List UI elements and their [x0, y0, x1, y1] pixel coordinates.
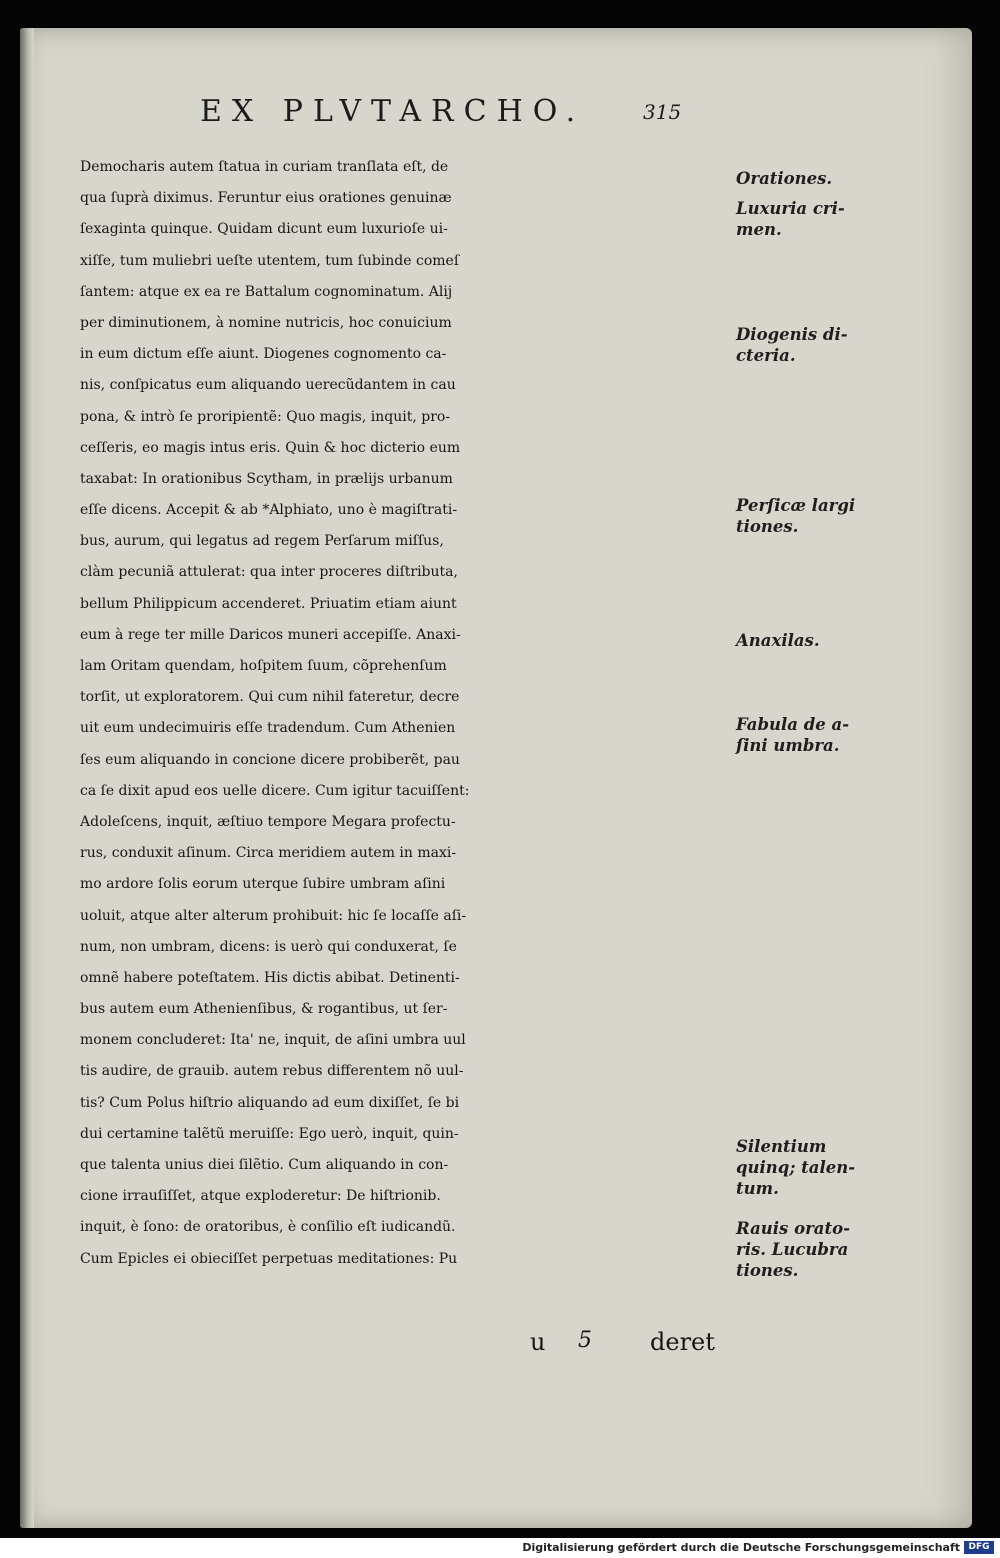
- margin-note: [736, 324, 848, 366]
- text-line: rus, conduxit aſinum. Circa meridiem autem in maxi-: [80, 845, 457, 862]
- text-line: ſexaginta quinque. Quidam dicunt eum luxurioſe ui-: [80, 221, 448, 238]
- text-line: ſes eum aliquando in concione dicere probiberẽt, pau: [80, 751, 460, 768]
- margin-note-line: men.: [736, 220, 782, 239]
- text-line: bus, aurum, qui legatus ad regem Perſarum miſſus,: [80, 533, 444, 550]
- footer-bar: [0, 1538, 1000, 1558]
- margin-note-line: ris. Lucubra: [736, 1240, 849, 1259]
- text-line: clàm pecuniã attulerat: qua inter proceres diſtributa,: [80, 564, 458, 581]
- signature-number: 5: [578, 1328, 592, 1353]
- book-page: [20, 28, 972, 1528]
- text-line: Cum Epicles ei obieciſſet perpetuas meditationes: Pu: [80, 1250, 458, 1267]
- text-line: tis? Cum Polus hiſtrio aliquando ad eum dixiſſet, ſe bi: [80, 1094, 460, 1111]
- margin-note: [736, 714, 849, 756]
- text-line: bellum Philippicum accenderet. Priuatim etiam aiunt: [80, 595, 457, 612]
- margin-note: [736, 198, 845, 240]
- margin-note-line: tum.: [736, 1179, 779, 1198]
- text-line: mo ardore ſolis eorum uterque ſubire umbram aſini: [80, 876, 446, 893]
- margin-note: [736, 168, 832, 189]
- text-line: ceſſeris, eo magis intus eris. Quin & hoc dicterio eum: [80, 439, 461, 456]
- margin-note-line: Anaxilas.: [736, 631, 820, 650]
- margin-note-line: Luxuria cri-: [736, 199, 845, 218]
- margin-note: [736, 1136, 855, 1199]
- margin-note-line: Orationes.: [736, 169, 833, 188]
- margin-note: [736, 630, 820, 651]
- text-line: torſit, ut exploratorem. Qui cum nihil fateretur, decre: [80, 689, 460, 706]
- text-line: per diminutionem, à nomine nutricis, hoc conuicium: [80, 314, 452, 331]
- signature-mark: u: [530, 1328, 546, 1356]
- margin-note: [736, 1218, 850, 1281]
- text-line: tis audire, de grauib. autem rebus differentem nõ uul-: [80, 1063, 464, 1080]
- margin-note-line: Diogenis di-: [736, 325, 848, 344]
- text-line: lam Oritam quendam, hoſpitem ſuum, cõprehenſum: [80, 658, 447, 674]
- margin-note-line: quinq; talen-: [736, 1158, 856, 1177]
- text-line: nis, conſpicatus eum aliquando uerecũdantem in cau: [80, 377, 456, 394]
- text-line: uoluit, atque alter alterum prohibuit: hic ſe locaſſe aſi-: [80, 907, 467, 924]
- text-line: inquit, è ſono: de oratoribus, è conſilio eſt iudicandũ.: [80, 1219, 456, 1236]
- text-line: qua ſuprà diximus. Feruntur eius orationes genuinæ: [80, 190, 452, 207]
- text-line: bus autem eum Athenienſibus, & rogantibus, ut ſer-: [80, 1001, 448, 1018]
- margin-note-line: cteria.: [736, 346, 796, 365]
- margin-note-line: Rauis orato-: [736, 1219, 850, 1238]
- body-text: [80, 152, 730, 1275]
- margin-note-line: tiones.: [736, 517, 799, 536]
- text-line: ca ſe dixit apud eos uelle dicere. Cum igitur tacuiſſent:: [80, 782, 470, 799]
- text-line: in eum dictum eſſe aiunt. Diogenes cognomento ca-: [80, 346, 447, 363]
- text-line: Democharis autem ſtatua in curiam tranſlata eſt, de: [80, 159, 449, 175]
- text-line: num, non umbram, dicens: is uerò qui conduxerat, ſe: [80, 938, 457, 955]
- text-line: omnẽ habere poteſtatem. His dictis abibat. Detinenti-: [80, 969, 460, 986]
- text-line: ſantem: atque ex ea re Battalum cognominatum. Alij: [80, 283, 453, 300]
- page-header: [20, 94, 972, 144]
- margin-note-line: tiones.: [736, 1261, 799, 1280]
- page-gutter: [20, 28, 34, 1528]
- catchline: [80, 1328, 730, 1359]
- text-line: Adoleſcens, inquit, æſtiuo tempore Megara profectu-: [80, 813, 456, 830]
- text-line: eſſe dicens. Accepit & ab *Alphiato, uno è magiſtrati-: [80, 502, 458, 519]
- margin-note-line: ſini umbra.: [736, 736, 840, 755]
- running-title: EX PLVTARCHO.: [200, 94, 586, 129]
- text-line: que talenta unius diei ſilẽtio. Cum aliquando in con-: [80, 1157, 449, 1173]
- dfg-logo: DFG: [964, 1541, 994, 1554]
- text-line: dui certamine talẽtũ meruiſſe: Ego uerò, inquit, quin-: [80, 1125, 459, 1142]
- text-line: eum à rege ter mille Daricos muneri accepiſſe. Anaxi-: [80, 626, 461, 643]
- page-number: 315: [643, 100, 682, 124]
- text-line: cione irrauſiſſet, atque exploderetur: De hiſtrionib.: [80, 1188, 441, 1205]
- text-line: pona, & intrò ſe proripientẽ: Quo magis, inquit, pro-: [80, 408, 451, 425]
- margin-note: [736, 495, 855, 537]
- margin-note-line: Perſicæ largi: [736, 496, 856, 515]
- margin-note-line: Fabula de a-: [736, 715, 850, 734]
- text-line: monem concluderet: Ita' ne, inquit, de aſini umbra uul: [80, 1032, 466, 1049]
- catchword: deret: [650, 1328, 715, 1356]
- margin-note-line: Silentium: [736, 1137, 827, 1156]
- text-line: taxabat: In orationibus Scytham, in prælijs urbanum: [80, 470, 453, 487]
- digitization-credit: Digitalisierung gefördert durch die Deutsche Forschungsgemeinschaft: [522, 1541, 960, 1554]
- text-line: uit eum undecimuiris eſſe tradendum. Cum Athenien: [80, 720, 456, 737]
- text-line: xiſſe, tum muliebri ueſte utentem, tum ſubinde comeſ: [80, 252, 460, 269]
